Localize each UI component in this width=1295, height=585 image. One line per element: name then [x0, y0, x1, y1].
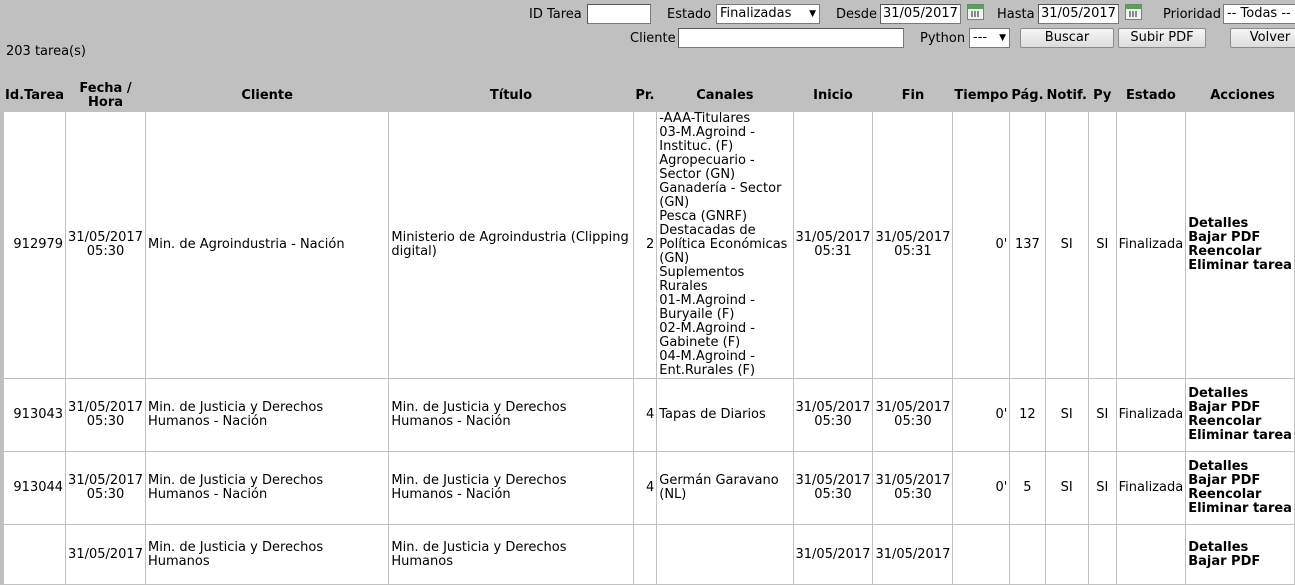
- action-link-detalles[interactable]: Detalles: [1188, 539, 1249, 555]
- canal-item: Pesca (GNRF): [659, 209, 748, 224]
- cell-notif: SI: [1045, 379, 1088, 452]
- inicio-hora-text: 05:31: [814, 244, 852, 259]
- cell-notif: [1045, 525, 1088, 585]
- estado-select-value: Finalizadas: [720, 6, 792, 21]
- estado-select[interactable]: [716, 4, 820, 24]
- fin-hora-text: 05:30: [894, 487, 932, 502]
- canal-item: Destacadas de Política Económicas (GN): [659, 223, 788, 266]
- desde-label: Desde: [836, 7, 878, 22]
- cell-paginas: 5: [1010, 452, 1045, 525]
- col-fecha-hora: Fecha / Hora: [66, 81, 146, 112]
- cell-paginas: [1010, 525, 1045, 585]
- hasta-label: Hasta: [997, 7, 1035, 22]
- action-link-eliminar-tarea[interactable]: Eliminar tarea: [1188, 258, 1292, 273]
- cell-inicio: [793, 112, 873, 379]
- cell-prioridad: 4: [633, 379, 657, 452]
- cell-notif: SI: [1045, 112, 1088, 379]
- canal-item: Ganadería - Sector (GN): [659, 181, 782, 210]
- inicio-fecha-text: 31/05/2017: [795, 400, 871, 415]
- cell-estado: [1116, 525, 1186, 585]
- inicio-fecha-text: 31/05/2017: [795, 546, 871, 562]
- python-select[interactable]: [969, 28, 1010, 48]
- cell-fin: [873, 379, 953, 452]
- cell-inicio: [793, 525, 873, 585]
- col-prioridad: Pr.: [633, 81, 657, 112]
- cell-estado: Finalizada: [1116, 112, 1186, 379]
- table-row: [4, 379, 1295, 452]
- calendar-icon[interactable]: [1125, 4, 1142, 20]
- hora-text: 05:30: [86, 414, 125, 429]
- cell-fecha-hora: [66, 112, 146, 379]
- canal-item: 04-M.Agroind - Ent.Rurales (F): [659, 349, 756, 378]
- fin-hora-text: 05:30: [894, 414, 932, 429]
- cell-fin: [873, 525, 953, 585]
- prioridad-select[interactable]: [1223, 4, 1295, 24]
- action-link-detalles[interactable]: Detalles: [1188, 386, 1249, 401]
- cell-estado: Finalizada: [1116, 379, 1186, 452]
- inicio-fecha-text: 31/05/2017: [795, 473, 871, 488]
- action-link-reencolar[interactable]: Reencolar: [1188, 414, 1262, 429]
- dropdown-arrow-icon: ▼: [809, 9, 816, 19]
- prioridad-select-value: -- Todas --: [1227, 6, 1291, 21]
- cell-fecha-hora: [66, 525, 146, 585]
- action-link-detalles[interactable]: Detalles: [1188, 459, 1249, 474]
- cell-py: SI: [1088, 452, 1116, 525]
- task-count: 203 tarea(s): [6, 44, 86, 59]
- col-estado: Estado: [1116, 81, 1186, 112]
- tasks-table: [3, 80, 1295, 585]
- table-row: [4, 452, 1295, 525]
- hasta-input[interactable]: 31/05/2017: [1038, 4, 1119, 24]
- col-titulo: Título: [389, 81, 633, 112]
- cell-tiempo: 0': [953, 379, 1010, 452]
- dropdown-arrow-icon: ▼: [999, 33, 1006, 43]
- fecha-text: 31/05/2017: [68, 230, 143, 245]
- cell-id-tarea: [4, 525, 66, 585]
- cell-id-tarea: 913044: [4, 452, 66, 525]
- action-link-detalles[interactable]: Detalles: [1188, 216, 1249, 231]
- col-cliente: Cliente: [145, 81, 388, 112]
- buscar-button[interactable]: Buscar: [1020, 28, 1114, 48]
- col-acciones: Acciones: [1186, 81, 1295, 112]
- cell-acciones: [1186, 452, 1295, 525]
- cell-fin: [873, 452, 953, 525]
- cell-fecha-hora: [66, 379, 146, 452]
- col-fin: Fin: [873, 81, 953, 112]
- cell-acciones: [1186, 379, 1295, 452]
- action-link-bajar-pdf[interactable]: Bajar PDF: [1188, 473, 1261, 488]
- fin-hora-text: 05:31: [894, 244, 932, 259]
- cell-fin: [873, 112, 953, 379]
- id-tarea-input[interactable]: [587, 4, 651, 24]
- cell-paginas: 12: [1010, 379, 1045, 452]
- inicio-hora-text: 05:30: [814, 487, 852, 502]
- cell-inicio: [793, 379, 873, 452]
- cell-id-tarea: 913043: [4, 379, 66, 452]
- table-header-row: [4, 81, 1295, 112]
- cell-estado: Finalizada: [1116, 452, 1186, 525]
- canal-item: 03-M.Agroind - Instituc. (F): [659, 125, 755, 154]
- cliente-input[interactable]: [678, 28, 904, 48]
- cell-cliente: Min. de Justicia y Derechos Humanos: [145, 525, 388, 585]
- fecha-text: 31/05/2017: [68, 546, 143, 562]
- cell-fecha-hora: [66, 452, 146, 525]
- table-row: [4, 525, 1295, 585]
- cell-py: SI: [1088, 379, 1116, 452]
- col-canales: Canales: [657, 81, 793, 112]
- calendar-icon[interactable]: [967, 4, 984, 20]
- cell-canales: [657, 112, 793, 379]
- canal-item: Germán Garavano (NL): [659, 473, 779, 502]
- id-tarea-label: ID Tarea: [529, 7, 582, 22]
- inicio-fecha-text: 31/05/2017: [795, 230, 871, 245]
- cell-py: SI: [1088, 112, 1116, 379]
- cell-titulo: Min. de Justicia y Derechos Humanos - Nación: [389, 379, 633, 452]
- cell-cliente: Min. de Agroindustria - Nación: [145, 112, 388, 379]
- table-row: [4, 112, 1295, 379]
- action-link-reencolar[interactable]: Reencolar: [1188, 244, 1262, 259]
- cell-tiempo: 0': [953, 112, 1010, 379]
- cell-titulo: Min. de Justicia y Derechos Humanos: [389, 525, 633, 585]
- cell-py: [1088, 525, 1116, 585]
- fecha-text: 31/05/2017: [68, 473, 143, 488]
- canal-item: -AAA-Titulares: [659, 111, 751, 126]
- cell-titulo: Min. de Justicia y Derechos Humanos - Nación: [389, 452, 633, 525]
- canal-item: Tapas de Diarios: [659, 407, 766, 422]
- desde-input[interactable]: 31/05/2017: [880, 4, 961, 24]
- cell-prioridad: [633, 525, 657, 585]
- hora-text: 05:30: [86, 487, 125, 502]
- col-id-tarea: Id.Tarea: [4, 81, 66, 112]
- cell-prioridad: 2: [633, 112, 657, 379]
- hora-text: 05:30: [86, 244, 125, 259]
- action-link-eliminar-tarea[interactable]: Eliminar tarea: [1188, 428, 1292, 443]
- cell-id-tarea: 912979: [4, 112, 66, 379]
- cell-notif: SI: [1045, 452, 1088, 525]
- col-paginas: Pág.: [1010, 81, 1045, 112]
- cell-canales: [657, 379, 793, 452]
- cell-canales: [657, 525, 793, 585]
- action-link-bajar-pdf[interactable]: Bajar PDF: [1188, 230, 1261, 245]
- inicio-hora-text: 05:30: [814, 414, 852, 429]
- cell-cliente: Min. de Justicia y Derechos Humanos - Nación: [145, 379, 388, 452]
- cell-cliente: Min. de Justicia y Derechos Humanos - Nación: [145, 452, 388, 525]
- estado-label: Estado: [667, 7, 712, 22]
- fin-fecha-text: 31/05/2017: [875, 546, 951, 562]
- cell-paginas: 137: [1010, 112, 1045, 379]
- fecha-text: 31/05/2017: [68, 400, 143, 415]
- cell-canales: [657, 452, 793, 525]
- cell-tiempo: 0': [953, 452, 1010, 525]
- fin-fecha-text: 31/05/2017: [875, 230, 951, 245]
- cell-titulo: Ministerio de Agroindustria (Clipping digital): [389, 112, 633, 379]
- canal-item: 01-M.Agroind - Buryaile (F): [659, 293, 755, 322]
- volver-button[interactable]: Volver: [1230, 28, 1295, 48]
- python-select-value: ---: [973, 30, 988, 45]
- cell-acciones: [1186, 525, 1295, 585]
- subir-pdf-button[interactable]: Subir PDF: [1118, 28, 1206, 48]
- cliente-label: Cliente: [630, 31, 676, 46]
- canal-item: Agropecuario - Sector (GN): [659, 153, 755, 182]
- prioridad-label: Prioridad: [1163, 7, 1221, 22]
- action-link-bajar-pdf[interactable]: Bajar PDF: [1188, 400, 1261, 415]
- action-link-reencolar[interactable]: Reencolar: [1188, 487, 1262, 502]
- action-link-eliminar-tarea[interactable]: Eliminar tarea: [1188, 501, 1292, 516]
- canal-item: Suplementos Rurales: [659, 265, 745, 294]
- col-inicio: Inicio: [793, 81, 873, 112]
- cell-acciones: [1186, 112, 1295, 379]
- cell-tiempo: [953, 525, 1010, 585]
- col-py: Py: [1088, 81, 1116, 112]
- action-link-bajar-pdf[interactable]: Bajar PDF: [1188, 553, 1261, 569]
- col-tiempo: Tiempo: [953, 81, 1010, 112]
- col-notif: Notif.: [1045, 81, 1088, 112]
- fin-fecha-text: 31/05/2017: [875, 473, 951, 488]
- cell-inicio: [793, 452, 873, 525]
- python-label: Python: [920, 31, 966, 46]
- canal-item: 02-M.Agroind - Gabinete (F): [659, 321, 755, 350]
- fin-fecha-text: 31/05/2017: [875, 400, 951, 415]
- cell-prioridad: 4: [633, 452, 657, 525]
